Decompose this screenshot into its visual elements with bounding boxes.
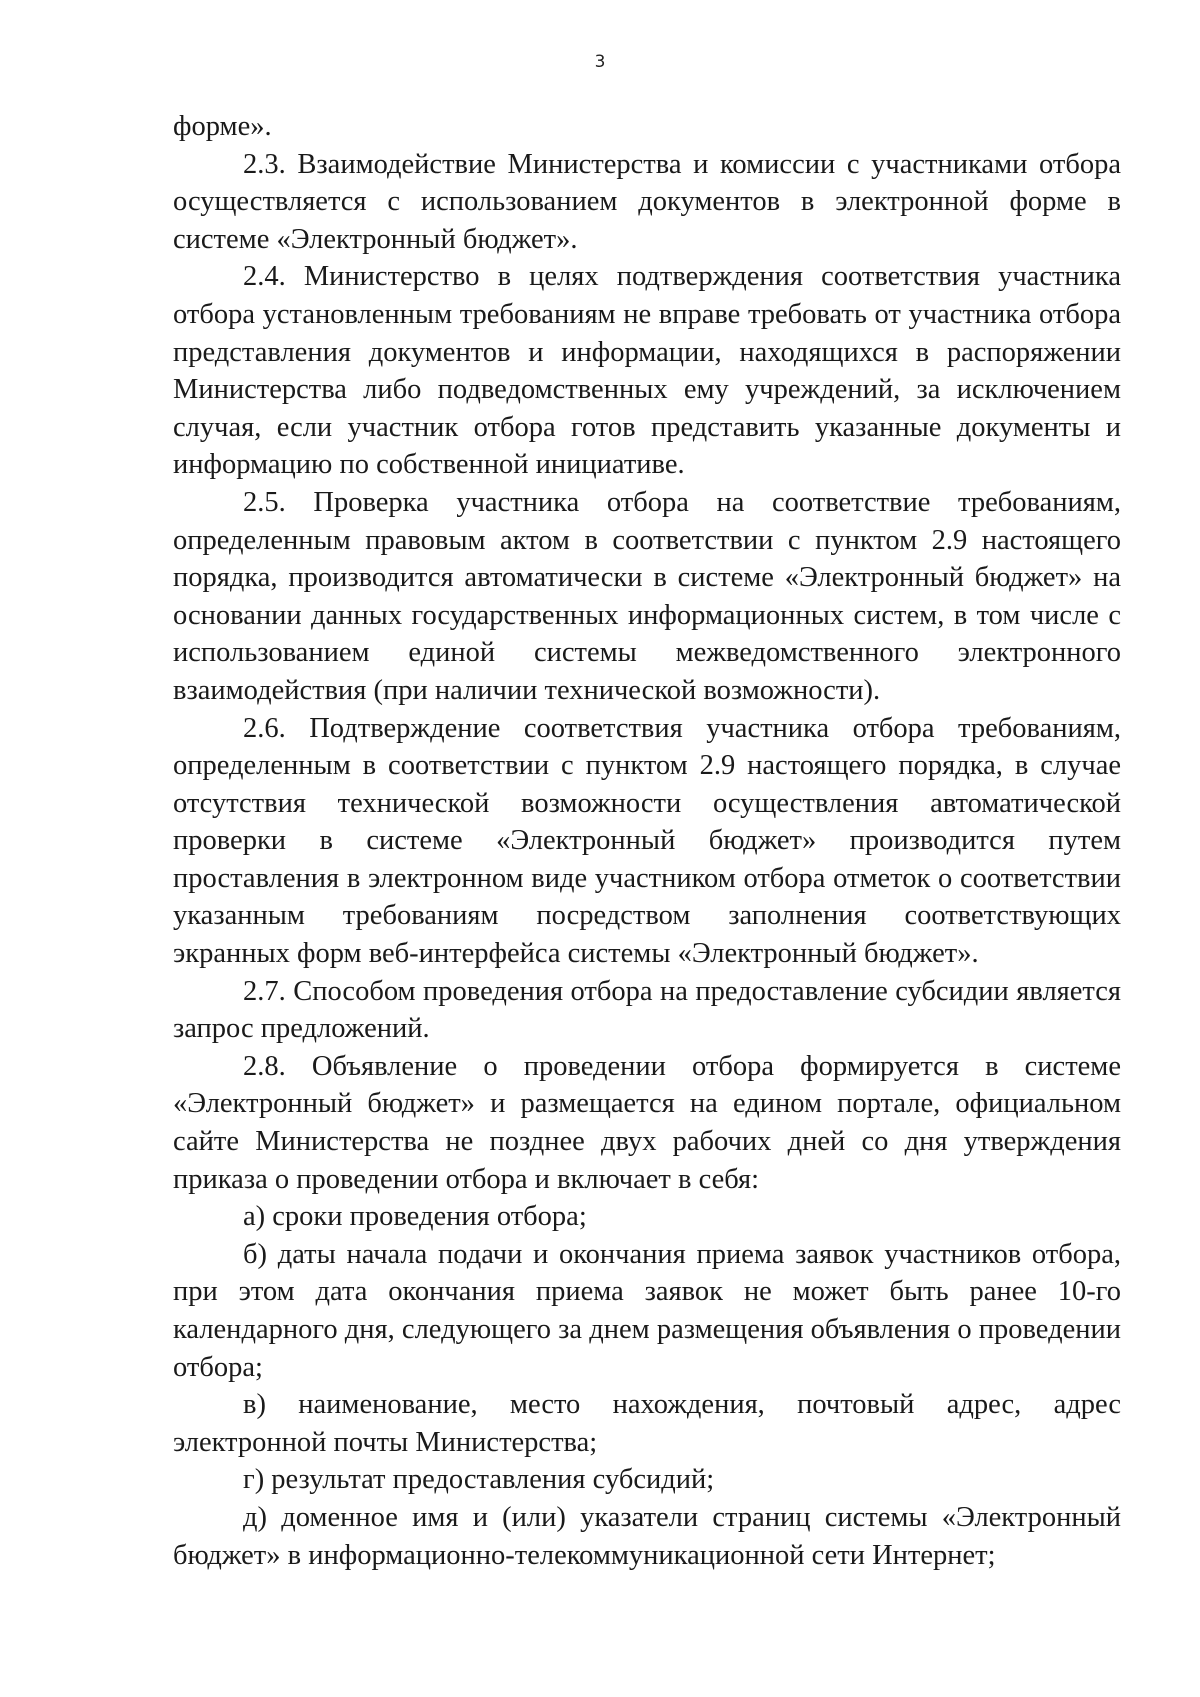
page-number: 3 [594,52,606,72]
paragraph-continuation: форме». [173,111,272,142]
paragraph-2-7: 2.7. Способом проведения отбора на предоставление субсидии является запрос предложений. [173,975,1121,1045]
paragraph-2-6: 2.6. Подтверждение соответствия участника отбора требованиям, определенным в соответствии с пунктом 2.9 настоящего порядка, в случае отсутствия технической возможности осуществления автоматической проверки в системе «Электронный бюджет» производится путем проставления в электронном виде участником отбора отметок о соответствии указанным требованиям посредством заполнения соответствующих экранных форм веб-интерфейса системы «Электронный бюджет». [173,712,1121,970]
list-item-d: д) доменное имя и (или) указатели страниц системы «Электронный бюджет» в информационно-телекоммуникационной сети Интернет; [173,1501,1121,1571]
paragraph-2-8: 2.8. Объявление о проведении отбора формируется в системе «Электронный бюджет» и размещается на едином портале, официальном сайте Министерства не позднее двух рабочих дней со дня утверждения приказа о проведении отбора и включает в себя: [173,1050,1121,1195]
list-item-b: б) даты начала подачи и окончания приема заявок участников отбора, при этом дата окончания приема заявок не может быть ранее 10-го календарного дня, следующего за днем размещения объявления о проведении отбора; [173,1238,1121,1383]
paragraph-2-5: 2.5. Проверка участника отбора на соответствие требованиям, определенным правовым актом в соответствии с пунктом 2.9 настоящего порядка, производится автоматически в системе «Электронный бюджет» на основании данных государственных информационных систем, в том числе с использованием единой системы межведомственного электронного взаимодействия (при наличии технической возможности). [173,486,1121,706]
list-item-v: в) наименование, место нахождения, почтовый адрес, адрес электронной почты Министерства; [173,1389,1121,1458]
paragraph-2-4: 2.4. Министерство в целях подтверждения соответствия участника отбора установленным требованиям не вправе требовать от участника отбора представления документов и информации, находящихся в распоряжении Министерства либо подведомственных ему учреждений, за исключением случая, если участник отбора готов представить указанные документы и информацию по собственной инициативе. [173,261,1121,481]
document-body [173,108,1121,1574]
list-item-g: г) результат предоставления субсидий; [243,1464,715,1496]
list-item-a: а) сроки проведения отбора; [243,1201,587,1233]
paragraph-2-3: 2.3. Взаимодействие Министерства и комиссии с участниками отбора осуществляется с использованием документов в электронной форме в системе «Электронный бюджет». [173,148,1121,255]
